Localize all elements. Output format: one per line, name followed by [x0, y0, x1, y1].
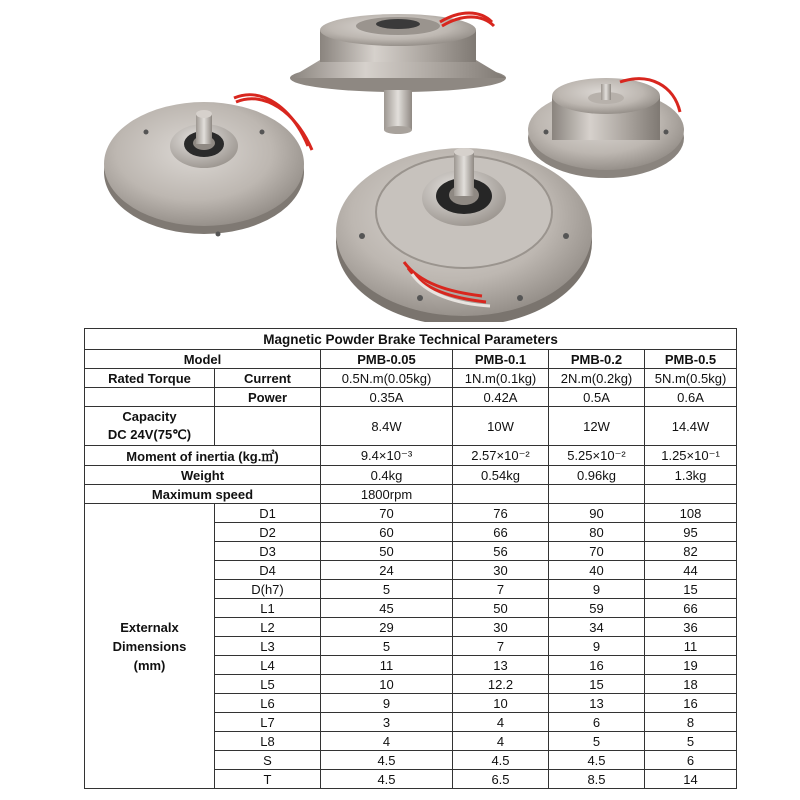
brake-unit-small	[528, 78, 684, 178]
external-dimensions-label	[85, 504, 215, 789]
table-cell: 0.5A	[549, 388, 645, 407]
table-cell: 0.42A	[453, 388, 549, 407]
model-row	[85, 350, 737, 369]
dimension-name: L1	[215, 599, 321, 618]
table-cell: 9.4×10⁻³	[321, 446, 453, 466]
dimension-name: D3	[215, 542, 321, 561]
table-cell: 9	[321, 694, 453, 713]
table-cell: 5.25×10⁻²	[549, 446, 645, 466]
table-cell: 3	[321, 713, 453, 732]
dimension-name: D(h7)	[215, 580, 321, 599]
table-cell: 2.57×10⁻²	[453, 446, 549, 466]
table-cell: 30	[453, 561, 549, 580]
capacity-label	[85, 407, 215, 446]
weight-row	[85, 466, 737, 485]
table-cell: 24	[321, 561, 453, 580]
table-cell: 8.5	[549, 770, 645, 789]
table-cell: 14	[645, 770, 737, 789]
table-cell: 9	[549, 637, 645, 656]
dimensions-label-line2: Dimensions	[112, 638, 187, 654]
empty-cell	[645, 485, 737, 504]
dimension-name: L8	[215, 732, 321, 751]
table-cell: 0.5N.m(0.05kg)	[321, 369, 453, 388]
table-cell: 70	[549, 542, 645, 561]
table-cell: 12.2	[453, 675, 549, 694]
table-cell: 4	[453, 732, 549, 751]
table-cell: 5	[321, 580, 453, 599]
table-cell: 4.5	[321, 770, 453, 789]
capacity-label-line1: Capacity	[122, 409, 177, 424]
table-cell: 1.25×10⁻¹	[645, 446, 737, 466]
table-cell: 50	[321, 542, 453, 561]
empty-cell	[453, 485, 549, 504]
table-cell: 60	[321, 523, 453, 542]
table-cell: 9	[549, 580, 645, 599]
empty-cell	[549, 485, 645, 504]
table-cell: 10	[453, 694, 549, 713]
dimension-name: D1	[215, 504, 321, 523]
brake-unit-left	[104, 95, 312, 237]
table-title: Magnetic Powder Brake Technical Parameters	[85, 329, 737, 350]
table-cell: 108	[645, 504, 737, 523]
table-cell: 2N.m(0.2kg)	[549, 369, 645, 388]
table-cell: 90	[549, 504, 645, 523]
model-label: Model	[85, 350, 321, 369]
table-cell: 82	[645, 542, 737, 561]
dimension-name: S	[215, 751, 321, 770]
dimensions-label-line3: (mm)	[133, 657, 166, 673]
table-cell: 8	[645, 713, 737, 732]
table-cell: 11	[321, 656, 453, 675]
table-cell: 18	[645, 675, 737, 694]
table-cell: 70	[321, 504, 453, 523]
rated-torque-row	[85, 369, 737, 388]
inertia-label: Moment of inertia (kg.㎡)	[85, 446, 321, 466]
dimension-name: D2	[215, 523, 321, 542]
model-header: PMB-0.05	[321, 350, 453, 369]
table-cell: 5N.m(0.5kg)	[645, 369, 737, 388]
table-cell: 4	[321, 732, 453, 751]
dimensions-label-line1: Externalx	[120, 619, 179, 635]
table-cell: 7	[453, 580, 549, 599]
table-cell: 0.35A	[321, 388, 453, 407]
table-cell: 4.5	[549, 751, 645, 770]
table-cell: 5	[321, 637, 453, 656]
table-cell: 1800rpm	[321, 485, 453, 504]
max-speed-row	[85, 485, 737, 504]
table-cell: 10W	[453, 407, 549, 446]
table-cell: 4.5	[321, 751, 453, 770]
table-cell: 8.4W	[321, 407, 453, 446]
model-header: PMB-0.2	[549, 350, 645, 369]
model-header: PMB-0.1	[453, 350, 549, 369]
technical-parameters-table	[84, 328, 737, 789]
table-title-row	[85, 329, 737, 350]
dimension-name: D4	[215, 561, 321, 580]
empty-cell	[215, 407, 321, 446]
current-label: Current	[215, 369, 321, 388]
table-cell: 36	[645, 618, 737, 637]
dimension-row	[85, 504, 737, 523]
capacity-label-line2: DC 24V(75℃)	[107, 427, 192, 442]
weight-label: Weight	[85, 466, 321, 485]
table-cell: 0.96kg	[549, 466, 645, 485]
table-cell: 0.6A	[645, 388, 737, 407]
table-cell: 12W	[549, 407, 645, 446]
table-cell: 6.5	[453, 770, 549, 789]
table-cell: 5	[645, 732, 737, 751]
table-cell: 1.3kg	[645, 466, 737, 485]
power-row	[85, 388, 737, 407]
table-cell: 59	[549, 599, 645, 618]
max-speed-label: Maximum speed	[85, 485, 321, 504]
table-cell: 15	[549, 675, 645, 694]
table-cell: 6	[549, 713, 645, 732]
brake-units-image	[0, 0, 800, 322]
empty-cell	[85, 388, 215, 407]
table-cell: 4	[453, 713, 549, 732]
table-cell: 40	[549, 561, 645, 580]
capacity-row	[85, 407, 737, 446]
table-cell: 76	[453, 504, 549, 523]
table-cell: 80	[549, 523, 645, 542]
table-cell: 13	[549, 694, 645, 713]
table-cell: 34	[549, 618, 645, 637]
table-cell: 50	[453, 599, 549, 618]
table-cell: 56	[453, 542, 549, 561]
table-cell: 45	[321, 599, 453, 618]
table-cell: 1N.m(0.1kg)	[453, 369, 549, 388]
brake-unit-front	[336, 148, 592, 322]
table-cell: 16	[645, 694, 737, 713]
table-cell: 29	[321, 618, 453, 637]
table-cell: 13	[453, 656, 549, 675]
table-cell: 10	[321, 675, 453, 694]
brake-unit-top	[290, 13, 506, 134]
table-cell: 0.4kg	[321, 466, 453, 485]
table-cell: 16	[549, 656, 645, 675]
table-cell: 0.54kg	[453, 466, 549, 485]
table-cell: 66	[453, 523, 549, 542]
rated-torque-label: Rated Torque	[85, 369, 215, 388]
table-cell: 11	[645, 637, 737, 656]
table-cell: 5	[549, 732, 645, 751]
dimension-name: L2	[215, 618, 321, 637]
power-label: Power	[215, 388, 321, 407]
table-cell: 7	[453, 637, 549, 656]
table-cell: 14.4W	[645, 407, 737, 446]
dimension-name: L7	[215, 713, 321, 732]
product-photo	[0, 0, 800, 322]
dimension-name: L4	[215, 656, 321, 675]
dimension-name: L3	[215, 637, 321, 656]
dimension-name: T	[215, 770, 321, 789]
inertia-row	[85, 446, 737, 466]
table-cell: 15	[645, 580, 737, 599]
table-cell: 30	[453, 618, 549, 637]
table-cell: 19	[645, 656, 737, 675]
table-cell: 6	[645, 751, 737, 770]
table-cell: 44	[645, 561, 737, 580]
dimension-name: L5	[215, 675, 321, 694]
dimension-name: L6	[215, 694, 321, 713]
model-header: PMB-0.5	[645, 350, 737, 369]
table-cell: 4.5	[453, 751, 549, 770]
table-cell: 66	[645, 599, 737, 618]
table-cell: 95	[645, 523, 737, 542]
